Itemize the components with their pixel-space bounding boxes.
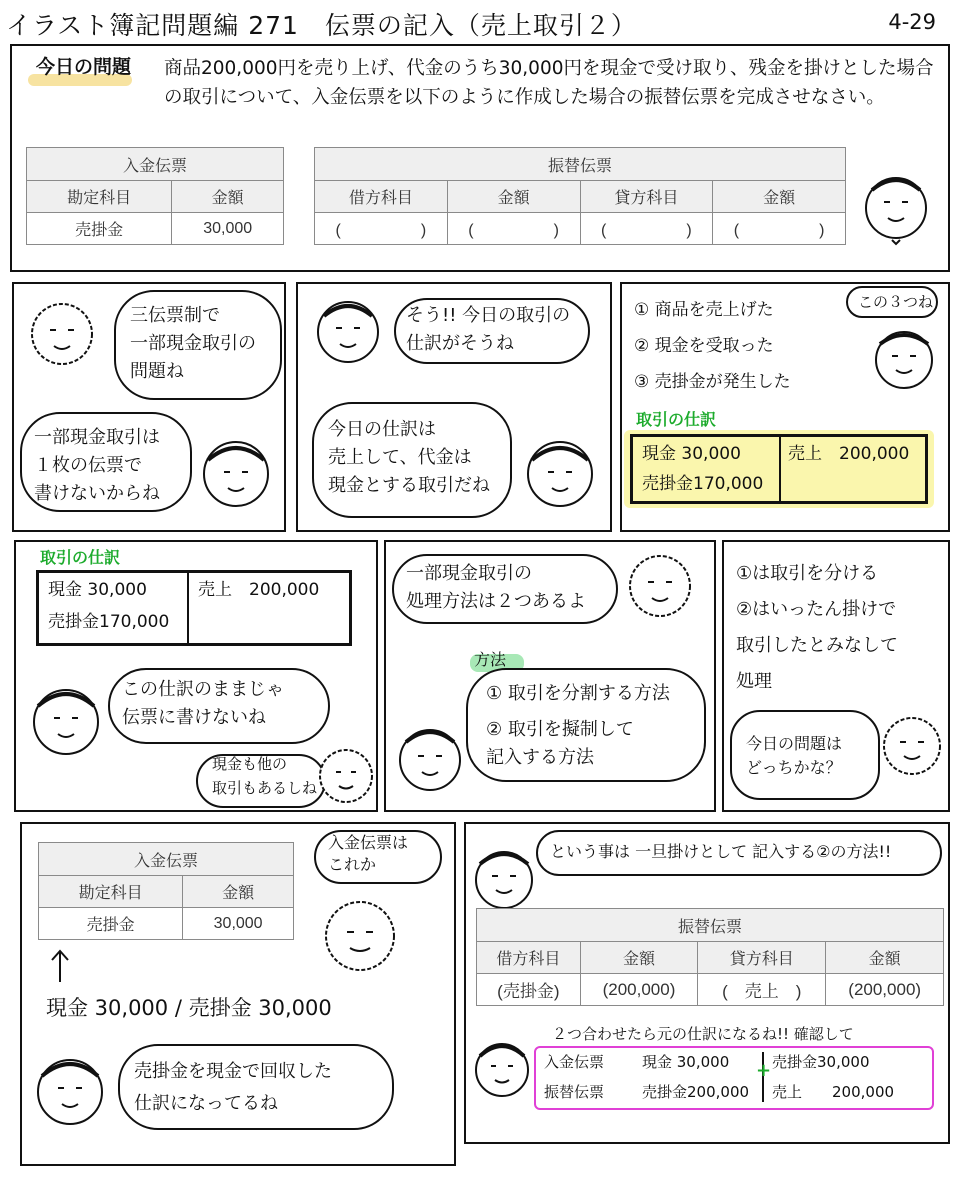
column-debit-account: 借方科目 [315,181,448,213]
column-account: 勘定科目 [27,181,172,213]
journal-debit: 現金 30,000 [48,580,147,600]
blank-cell: ( ) [315,213,448,245]
deposit-amount: 30,000 [172,213,284,245]
column-credit-amount: 金額 [713,181,846,213]
speech-text: 売掛金を現金で回収した 仕訳になってるね [134,1061,332,1114]
column-credit-account: 貸方科目 [580,181,713,213]
method-label: 方法 [474,650,507,669]
deposit-amount: 30,000 [183,908,294,940]
speech-text: 今日の問題は どっちかな？ [746,734,843,777]
method-item: ② 取引を擬制して 記入する方法 [486,719,634,768]
journal-label: 取引の仕訳 [40,548,121,567]
character-face [472,1030,532,1110]
speech-text: そう!! 今日の取引の 仕訳がそうね [406,305,571,354]
page-number: 4-29 [888,10,936,34]
character-face [626,546,696,630]
journal-credit: 売上 200,000 [198,580,320,600]
confirm-row-debit: 売掛金200,000 [642,1083,750,1101]
column-debit-amount: 金額 [447,181,580,213]
character-face [316,742,376,812]
speech-text: 入金伝票は これか [328,833,409,874]
method-item: ① 取引を分割する方法 [486,683,670,704]
speech-text: 三伝票制で 一部現金取引の 問題ね [130,305,256,382]
comic-panel-8 [464,822,950,1144]
blank-cell: ( ) [580,213,713,245]
transfer-slip-title: 振替伝票 [477,909,944,942]
comic-panel-6 [722,540,950,812]
blank-cell: ( ) [447,213,580,245]
comic-panel-3 [620,282,950,532]
confirm-row-credit: 売上 200,000 [772,1083,895,1101]
event-item: ③ 売掛金が発生した [634,372,791,392]
character-face [30,678,104,768]
answer-debit-account: (売掛金) [477,974,581,1006]
character-face [880,708,946,788]
comic-panel-5 [384,540,716,812]
confirm-text: ２つ合わせたら元の仕訳になるね!! 確認して [552,1025,854,1043]
plus-icon: + [756,1060,772,1081]
journal-label: 取引の仕訳 [636,410,717,429]
transfer-slip-title: 振替伝票 [315,148,846,181]
character-face [322,890,402,986]
confirm-row-debit: 現金 30,000 [642,1053,730,1071]
page-title: イラスト簿記問題編 271 伝票の記入（売上取引２） [6,11,637,40]
character-face [862,170,932,250]
deposit-account: 売掛金 [39,908,183,940]
character-face [524,434,598,524]
journal-divider [779,437,781,501]
deposit-account: 売掛金 [27,213,172,245]
confirm-row-label: 入金伝票 [544,1053,605,1071]
event-item: ② 現金を受取った [634,336,774,356]
transfer-slip-table [314,147,846,245]
deposit-slip-title: 入金伝票 [27,148,284,181]
problem-badge: 今日の問題 [36,56,132,78]
comic-panel-1 [12,282,286,532]
blank-cell: ( ) [713,213,846,245]
confirm-row-credit: 売掛金30,000 [772,1053,870,1071]
character-face [200,434,274,524]
deposit-slip-table [26,147,284,245]
speech-text: 一部現金取引は １枚の伝票で 書けないからね [34,427,160,504]
deposit-slip-table [38,842,294,940]
column-account: 勘定科目 [39,876,183,908]
column-credit-account: 貸方科目 [698,942,826,974]
column-amount: 金額 [183,876,294,908]
column-credit-amount: 金額 [826,942,944,974]
comic-panel-7 [20,822,456,1166]
comic-panel-2 [296,282,612,532]
journal-debit: 売掛金170,000 [48,612,170,632]
journal-debit: 現金 30,000 [642,444,741,464]
answer-debit-amount: (200,000) [580,974,698,1006]
speech-text: 現金も他の 取引もあるしね [212,755,318,797]
character-face [314,296,384,376]
character-face [396,718,466,802]
confirm-row-label: 振替伝票 [544,1083,605,1101]
journal-divider [187,573,189,643]
speech-text: この仕訳のままじゃ 伝票に書けないね [122,679,284,728]
answer-credit-account: ( 売上 ) [698,974,826,1006]
character-face [28,294,98,384]
journal-debit: 売掛金170,000 [642,474,764,494]
problem-text: 商品200,000円を売り上げ、代金のうち30,000円を現金で受け取り、残金を掛けとした場合の取引について、入金伝票を以下のように作成した場合の振替伝票を完成させなさい。 [164,58,934,108]
problem-panel [10,44,950,272]
event-item: ① 商品を売上げた [634,300,774,320]
character-face [34,1048,108,1138]
character-face [870,324,940,404]
column-amount: 金額 [172,181,284,213]
journal-entry: 現金 30,000 / 売掛金 30,000 [46,996,332,1020]
column-debit-amount: 金額 [580,942,698,974]
comic-panel-4 [14,540,378,812]
column-debit-account: 借方科目 [477,942,581,974]
explanation-text: ①は取引を分ける ②はいったん掛けで 取引したとみなして 処理 [736,563,898,692]
deposit-slip-title: 入金伝票 [39,843,294,876]
transfer-slip-table [476,908,944,1006]
speech-text: この３つね [858,293,934,311]
arrow-icon [48,948,72,984]
speech-text: という事は 一旦掛けとして 記入する②の方法!! [550,842,892,861]
answer-credit-amount: (200,000) [826,974,944,1006]
speech-text: 今日の仕訳は 売上して、代金は 現金とする取引だね [328,419,490,496]
journal-credit: 売上 200,000 [788,444,910,464]
speech-text: 一部現金取引の 処理方法は２つあるよ [406,563,586,612]
